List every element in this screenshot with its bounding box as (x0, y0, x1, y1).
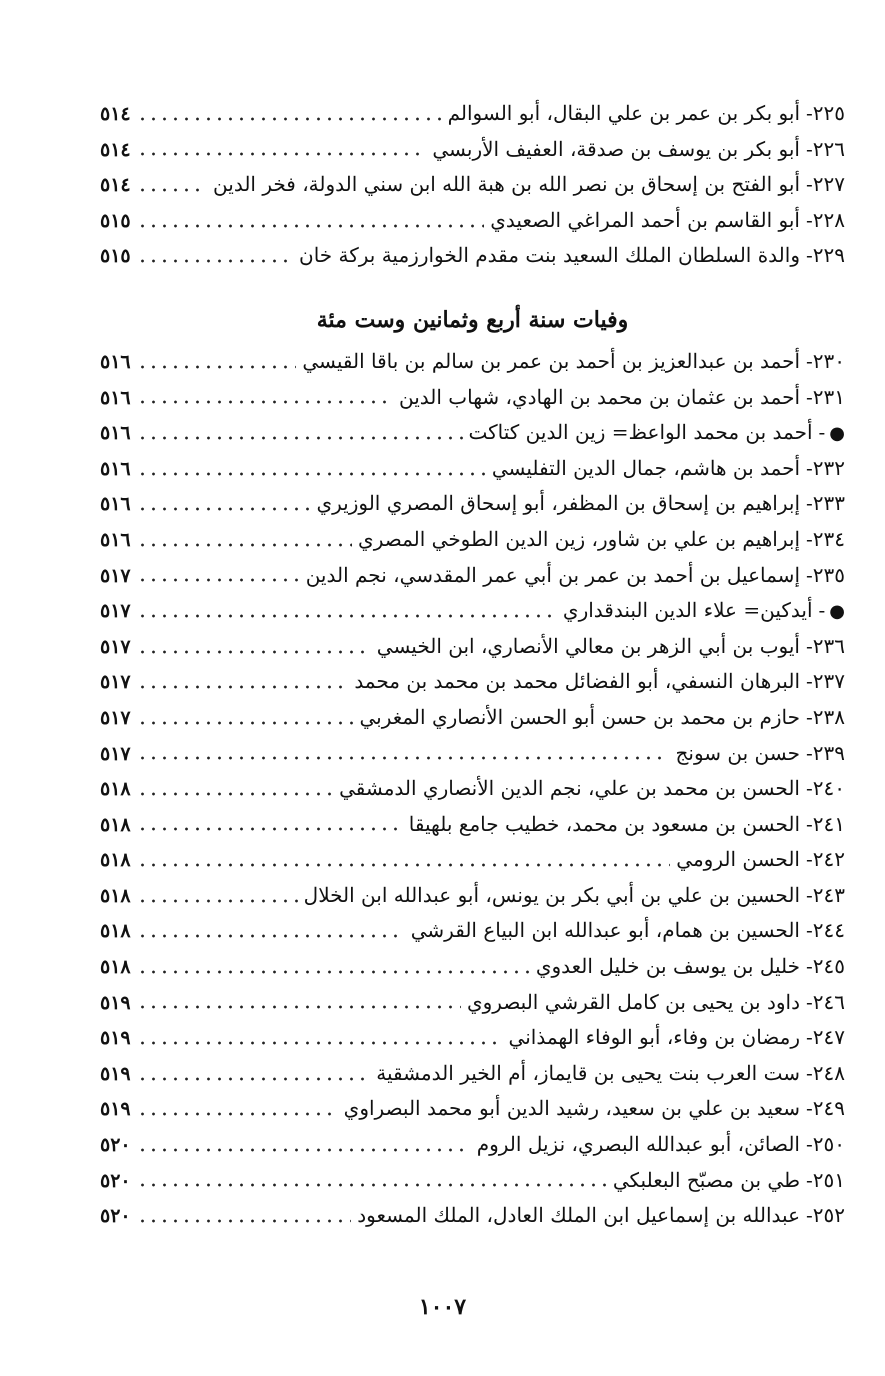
entry-number: ٢٢٦- (806, 136, 845, 161)
index-entry (100, 700, 845, 736)
entry-page-ref: ٥١٦ (100, 493, 131, 516)
index-entry (100, 132, 845, 168)
index-entry (100, 807, 845, 843)
entry-page-ref: ٥١٦ (100, 528, 131, 551)
entry-name: أيوب بن أبي الزهر بن معالي الأنصاري، ابن الخيسي (376, 633, 800, 658)
index-section-684 (100, 344, 845, 1234)
entry-name: إسماعيل بن أحمد بن عمر بن أبي عمر المقدسي، نجم الدين (305, 562, 800, 587)
entry-page-ref: ٥١٦ (100, 386, 131, 409)
entry-page-ref: ٥١٨ (100, 920, 131, 943)
entry-name: أبو الفتح بن إسحاق بن نصر الله بن هبة الله ابن سني الدولة، فخر الدين (213, 172, 800, 197)
index-entry (100, 380, 845, 416)
entry-page-ref: ٥١٤ (100, 103, 131, 125)
entry-name: الحسن بن مسعود بن محمد، خطيب جامع بلهيقا (408, 811, 800, 836)
entry-page-ref: ٥١٥ (100, 209, 131, 232)
index-entry (100, 451, 845, 487)
entry-name: سعيد بن علي بن سعيد، رشيد الدين أبو محمد البصراوي (343, 1096, 800, 1121)
section-heading: وفيات سنة أربع وثمانين وست مئة (316, 306, 629, 333)
entry-number: ٢٢٩- (806, 243, 845, 268)
index-entry (100, 238, 845, 274)
index-entry (100, 913, 845, 949)
entry-number: ٢٣٥- (806, 562, 845, 587)
entry-page-ref: ٥١٩ (100, 1062, 131, 1085)
entry-page-ref: ٥١٦ (100, 350, 131, 373)
index-entry (100, 1020, 845, 1056)
entry-name: أبو بكر بن يوسف بن صدقة، العفيف الأربسي (432, 136, 800, 161)
entry-page-ref: ٥١٦ (100, 457, 131, 480)
index-entry (100, 344, 845, 380)
dot-leader (137, 259, 293, 263)
entry-number: ٢٣٣- (806, 491, 845, 516)
entry-name: الحسن الرومي (676, 847, 800, 872)
index-entry (100, 985, 845, 1021)
entry-page-ref: ٥١٨ (100, 884, 131, 907)
index-entry (100, 949, 845, 985)
entry-name: أيدكين= علاء الدين البندقداري (562, 598, 813, 623)
dot-leader (137, 1041, 503, 1045)
entry-page-ref: ٥٢٠ (100, 1169, 131, 1192)
entry-number: ٢٣١- (806, 384, 845, 409)
entry-name: أبو بكر بن عمر بن علي البقال، أبو السوالم (447, 101, 800, 125)
index-entry (100, 842, 845, 878)
index-entry (100, 1127, 845, 1163)
entry-name: أحمد بن هاشم، جمال الدين التفليسي (491, 455, 800, 480)
index-entry (100, 203, 845, 239)
entry-number: - (818, 598, 826, 623)
entry-number: ٢٣٢- (806, 455, 845, 480)
dot-leader (137, 1183, 607, 1187)
entry-page-ref: ٥١٧ (100, 600, 131, 623)
index-entry (100, 522, 845, 558)
entry-name: الحسن بن محمد بن علي، نجم الدين الأنصاري الدمشقي (339, 776, 800, 801)
entry-number: ٢٣٧- (806, 669, 845, 694)
entry-name: ست العرب بنت يحيى بن قايماز، أم الخير الدمشقية (376, 1060, 800, 1085)
entry-name: الصائن، أبو عبدالله البصري، نزيل الروم (476, 1132, 800, 1157)
entry-name: الحسين بن همام، أبو عبدالله ابن البياع القرشي (410, 918, 800, 943)
dot-leader (137, 224, 485, 228)
index-entry (100, 736, 845, 772)
index-entry (100, 486, 845, 522)
dot-leader (137, 436, 463, 440)
dot-leader (137, 400, 393, 404)
entry-number: ٢٥١- (806, 1167, 845, 1192)
dot-leader (137, 507, 311, 511)
entry-page-ref: ٥١٧ (100, 742, 131, 765)
entry-page-ref: ٥١٧ (100, 706, 131, 729)
entry-name: خليل بن يوسف بن خليل العدوي (535, 954, 800, 979)
index-entry (100, 1056, 845, 1092)
dot-leader (137, 792, 333, 796)
entry-number: ٢٥٠- (806, 1132, 845, 1157)
entry-number: ٢٤٥- (806, 954, 845, 979)
index-entry (100, 96, 845, 132)
dot-leader (137, 685, 349, 689)
index-entry (100, 593, 845, 629)
entry-name: إبراهيم بن إسحاق بن المظفر، أبو إسحاق المصري الوزيري (316, 491, 800, 516)
index-page (100, 96, 845, 1234)
dot-leader (137, 650, 371, 654)
dot-leader (137, 1148, 471, 1152)
entry-number: ٢٣٤- (806, 526, 845, 551)
index-entry (100, 629, 845, 665)
entry-name: عبدالله بن إسماعيل ابن الملك العادل، الملك المسعود (357, 1203, 800, 1228)
entry-number: ٢٤٧- (806, 1025, 845, 1050)
dot-leader (137, 365, 297, 369)
entry-number: ٢٤٩- (806, 1096, 845, 1121)
entry-name: البرهان النسفي، أبو الفضائل محمد بن محمد بن محمد (354, 669, 800, 694)
entry-page-ref: ٥١٩ (100, 991, 131, 1014)
entry-name: أبو القاسم بن أحمد المراغي الصعيدي (490, 207, 800, 232)
index-entry (100, 558, 845, 594)
dot-leader (137, 117, 442, 121)
entry-number: ٢٤٢- (806, 847, 845, 872)
entry-page-ref: ٥٢٠ (100, 1134, 131, 1157)
entry-name: رمضان بن وفاء، أبو الوفاء الهمذاني (508, 1025, 800, 1050)
dot-leader (137, 472, 486, 476)
index-section-683 (100, 96, 845, 274)
index-entry (100, 1198, 845, 1234)
entry-page-ref: ٥١٦ (100, 422, 131, 445)
entry-page-ref: ٥١٥ (100, 245, 131, 268)
entry-number: ٢٤٠- (806, 776, 845, 801)
entry-name: حسن بن سونج (675, 740, 800, 765)
dot-leader (137, 827, 403, 831)
entry-name: أحمد بن عثمان بن محمد بن الهادي، شهاب الدين (398, 384, 800, 409)
entry-number: ٢٤٦- (806, 989, 845, 1014)
index-entry (100, 664, 845, 700)
index-entry (100, 1091, 845, 1127)
entry-name: طي بن مصبّح البعلبكي (612, 1167, 800, 1192)
entry-page-ref: ٥١٤ (100, 174, 131, 197)
entry-number: ٢٥٢- (806, 1203, 845, 1228)
entry-name: الحسين بن علي بن أبي بكر بن يونس، أبو عبدالله ابن الخلال (303, 882, 800, 907)
dot-leader (137, 970, 530, 974)
index-entry (100, 167, 845, 203)
entry-page-ref: ٥١٩ (100, 1027, 131, 1050)
entry-number: ٢٤٤- (806, 918, 845, 943)
dot-leader (137, 1112, 338, 1116)
entry-number: ٢٣٩- (806, 740, 845, 765)
dot-leader (137, 578, 300, 582)
entry-name: والدة السلطان الملك السعيد بنت مقدم الخوارزمية بركة خان (299, 243, 800, 268)
entry-name: أحمد بن عبدالعزيز بن أحمد بن عمر بن سالم بن باقا القيسي (302, 348, 800, 373)
dot-leader (137, 934, 405, 938)
entry-page-ref: ٥١٨ (100, 956, 131, 979)
entry-name: حازم بن محمد بن حسن أبو الحسن الأنصاري المغربي (359, 704, 800, 729)
entry-page-ref: ٥١٧ (100, 564, 131, 587)
dot-leader (137, 1005, 461, 1009)
dot-leader (137, 899, 298, 903)
dot-leader (137, 1077, 371, 1081)
bullet-icon: ● (829, 423, 845, 445)
entry-number: ٢٤٨- (806, 1060, 845, 1085)
index-entry (100, 771, 845, 807)
dot-leader (137, 543, 352, 547)
entry-page-ref: ٥١٤ (100, 138, 131, 161)
index-entry (100, 1163, 845, 1199)
entry-number: ٢٤٣- (806, 882, 845, 907)
entry-number: ٢٣٦- (806, 633, 845, 658)
index-entry (100, 415, 845, 451)
index-entry (100, 878, 845, 914)
dot-leader (137, 863, 671, 867)
dot-leader (137, 721, 354, 725)
entry-number: ٢٣٨- (806, 704, 845, 729)
entry-name: داود بن يحيى بن كامل القرشي البصروي (466, 989, 800, 1014)
dot-leader (137, 1219, 352, 1223)
entry-number: ٢٢٨- (806, 207, 845, 232)
bullet-icon: ● (829, 601, 845, 623)
dot-leader (137, 756, 670, 760)
entry-number: ٢٢٧- (806, 172, 845, 197)
dot-leader (137, 614, 557, 618)
entry-number: ٢٢٥- (806, 101, 845, 125)
entry-page-ref: ٥١٨ (100, 778, 131, 801)
entry-page-ref: ٥١٧ (100, 671, 131, 694)
entry-page-ref: ٥١٧ (100, 635, 131, 658)
entry-number: ٢٤١- (806, 811, 845, 836)
entry-page-ref: ٥١٩ (100, 1098, 131, 1121)
entry-name: إبراهيم بن علي بن شاور، زين الدين الطوخي المصري (358, 526, 800, 551)
dot-leader (137, 188, 207, 192)
entry-number: ٢٣٠- (806, 348, 845, 373)
dot-leader (137, 152, 427, 156)
entry-page-ref: ٥٢٠ (100, 1205, 131, 1228)
entry-page-ref: ٥١٨ (100, 849, 131, 872)
entry-page-ref: ٥١٨ (100, 813, 131, 836)
entry-number: - (818, 420, 826, 445)
page-number: ١٠٠٧ (418, 1294, 467, 1320)
entry-name: أحمد بن محمد الواعظ= زين الدين كتاكت (468, 420, 813, 445)
